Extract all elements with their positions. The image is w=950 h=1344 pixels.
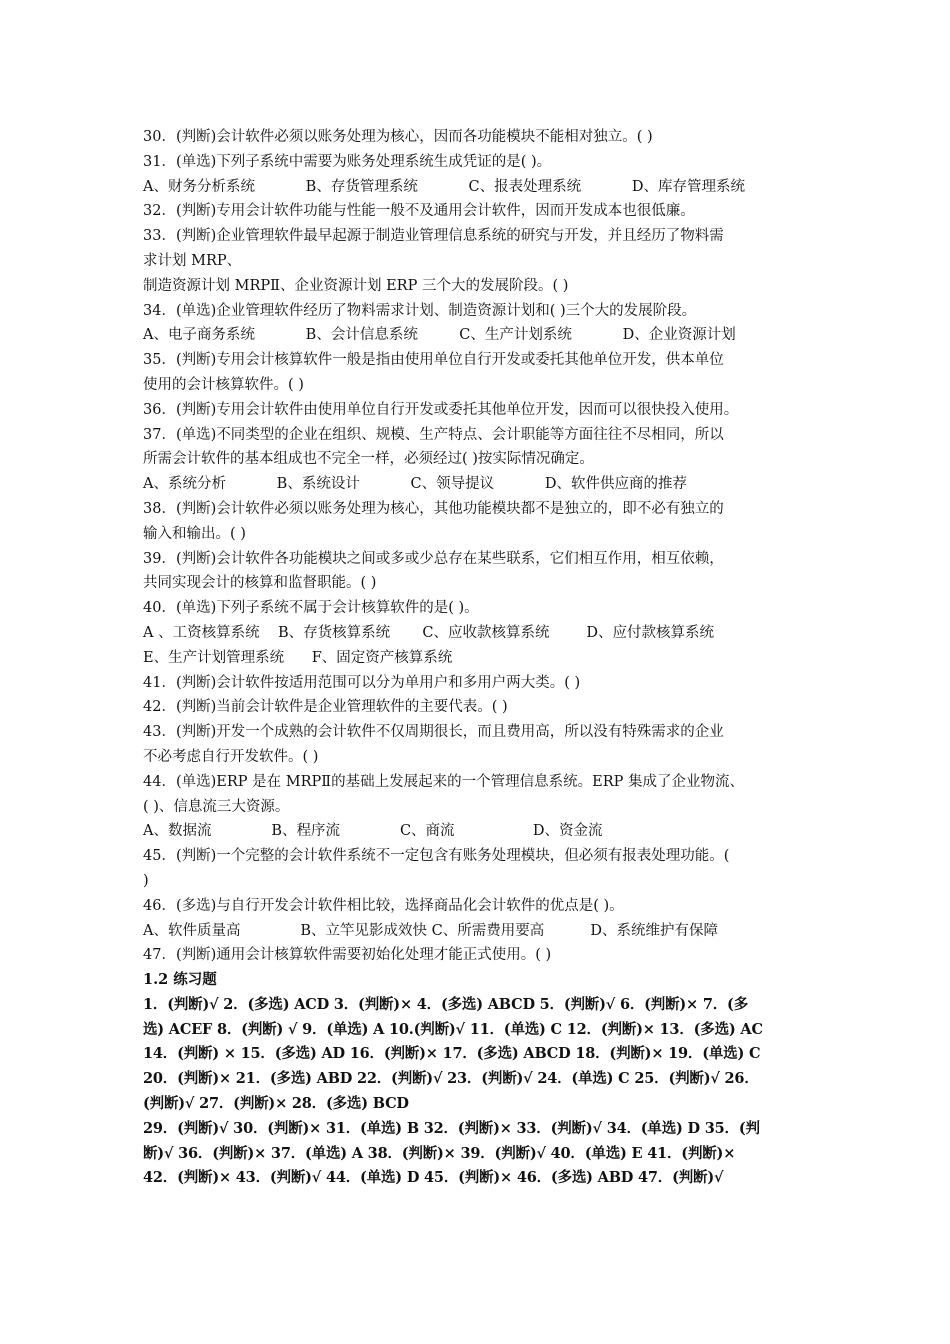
question-41: 41．(判断)会计软件按适用范围可以分为单用户和多用户两大类。( ) [143, 674, 581, 691]
answer-line-8: 42．(判断)× 43．(判断)√ 44．(单选) D 45．(判断)× 46．(多选) ABD 47．(判断)√ [143, 1169, 724, 1187]
question-36: 36．(判断)专用会计软件由使用单位自行开发或委托其他单位开发，因而可以很快投入使用。 [143, 401, 739, 418]
question-43-line-2: 不必考虑自行开发软件。( ) [143, 748, 319, 765]
question-34: 34．(单选)企业管理软件经历了物料需求计划、制造资源计划和( )三个大的发展阶段。 [143, 302, 697, 319]
question-33-line-2: 求计划 MRP、 [143, 252, 242, 269]
question-32: 32．(判断)专用会计软件功能与性能一般不及通用会计软件，因而开发成本也很低廉。 [143, 203, 695, 220]
question-40: 40．(单选)下列子系统不属于会计核算软件的是( )。 [143, 600, 479, 617]
question-33-line-3: 制造资源计划 MRPⅡ、企业资源计划 ERP 三个大的发展阶段。( ) [143, 277, 569, 294]
question-44-line-1: 44．(单选)ERP 是在 MRPⅡ的基础上发展起来的一个管理信息系统。ERP 集成了企业物流、 [143, 773, 744, 790]
question-37-line-1: 37．(单选)不同类型的企业在组织、规模、生产特点、会计职能等方面往往不尽相同，所以 [143, 426, 724, 443]
question-46: 46．(多选)与自行开发会计软件相比较，选择商品化会计软件的优点是( )。 [143, 897, 624, 914]
document-page [143, 125, 843, 1191]
question-37-line-2: 所需会计软件的基本组成也不完全一样，必须经过( )按实际情况确定。 [143, 451, 594, 468]
answer-line-7: 断)√ 36．(判断)× 37．(单选) A 38．(判断)× 39．(判断)√ 40．(单选) E 41．(判断)× [143, 1144, 736, 1162]
question-30: 30．(判断)会计软件必须以账务处理为核心，因而各功能模块不能相对独立。( ) [143, 129, 653, 145]
question-33-line-1: 33．(判断)企业管理软件最早起源于制造业管理信息系统的研究与开发，并且经历了物料需 [143, 228, 724, 245]
question-42: 42．(判断)当前会计软件是企业管理软件的主要代表。( ) [143, 699, 508, 716]
question-40-options-1: A 、工资核算系统 B、存货核算系统 C、应收款核算系统 D、应付款核算系统 [143, 624, 715, 641]
question-40-options-2: E、生产计划管理系统 F、固定资产核算系统 [143, 649, 453, 666]
answer-line-4: 20．(判断)× 21．(多选) ABD 22．(判断)√ 23．(判断)√ 24．(单选) C 25．(判断)√ 26． [143, 1070, 759, 1088]
question-38-line-2: 输入和输出。( ) [143, 525, 246, 542]
question-34-options: A、电子商务系统 B、会计信息系统 C、生产计划系统 D、企业资源计划 [143, 327, 736, 344]
question-31: 31．(单选)下列子系统中需要为账务处理系统生成凭证的是( )。 [143, 153, 552, 170]
answer-line-5: (判断)√ 27．(判断)× 28．(多选) BCD [143, 1095, 409, 1113]
question-38-line-1: 38．(判断)会计软件必须以账务处理为核心，其他功能模块都不是独立的，即不必有独立的 [143, 500, 724, 517]
question-35-line-1: 35．(判断)专用会计核算软件一般是指由使用单位自行开发或委托其他单位开发，供本单位 [143, 352, 724, 369]
question-44-line-2: ( )、信息流三大资源。 [143, 798, 290, 815]
question-37-options: A、系统分析 B、系统设计 C、领导提议 D、软件供应商的推荐 [143, 476, 687, 493]
question-31-options: A、财务分析系统 B、存货管理系统 C、报表处理系统 D、库存管理系统 [143, 178, 745, 195]
question-45-line-2: ) [143, 872, 149, 889]
question-44-options: A、数据流 B、程序流 C、商流 D、资金流 [143, 823, 603, 840]
question-47: 47．(判断)通用会计核算软件需要初始化处理才能正式使用。( ) [143, 947, 552, 964]
question-35-line-2: 使用的会计核算软件。( ) [143, 376, 304, 393]
section-title: 1.2 练习题 [143, 971, 217, 989]
question-45-line-1: 45．(判断)一个完整的会计软件系统不一定包含有账务处理模块，但必须有报表处理功能。( [143, 848, 730, 865]
question-39-line-1: 39．(判断)会计软件各功能模块之间或多或少总存在某些联系，它们相互作用，相互依赖， [143, 550, 724, 567]
answer-line-6: 29．(判断)√ 30．(判断)× 31．(单选) B 32．(判断)× 33．(判断)√ 34．(单选) D 35．(判 [143, 1119, 760, 1137]
answer-line-3: 14．(判断) × 15．(多选) AD 16．(判断)× 17．(多选) ABCD 18．(判断)× 19．(单选) C [143, 1045, 761, 1063]
question-46-options: A、软件质量高 B、立竿见影成效快 C、所需费用要高 D、系统维护有保障 [143, 922, 718, 939]
question-43-line-1: 43．(判断)开发一个成熟的会计软件不仅周期很长，而且费用高，所以没有特殊需求的企业 [143, 724, 724, 741]
answer-line-2: 选) ACEF 8．(判断) √ 9．(单选) A 10.(判断)√ 11．(单选) C 12．(判断)× 13．(多选) AC [143, 1020, 763, 1038]
answer-line-1: 1．(判断)√ 2．(多选) ACD 3．(判断)× 4．(多选) ABCD 5．(判断)√ 6．(判断)× 7．(多 [143, 995, 749, 1013]
question-39-line-2: 共同实现会计的核算和监督职能。( ) [143, 575, 377, 592]
